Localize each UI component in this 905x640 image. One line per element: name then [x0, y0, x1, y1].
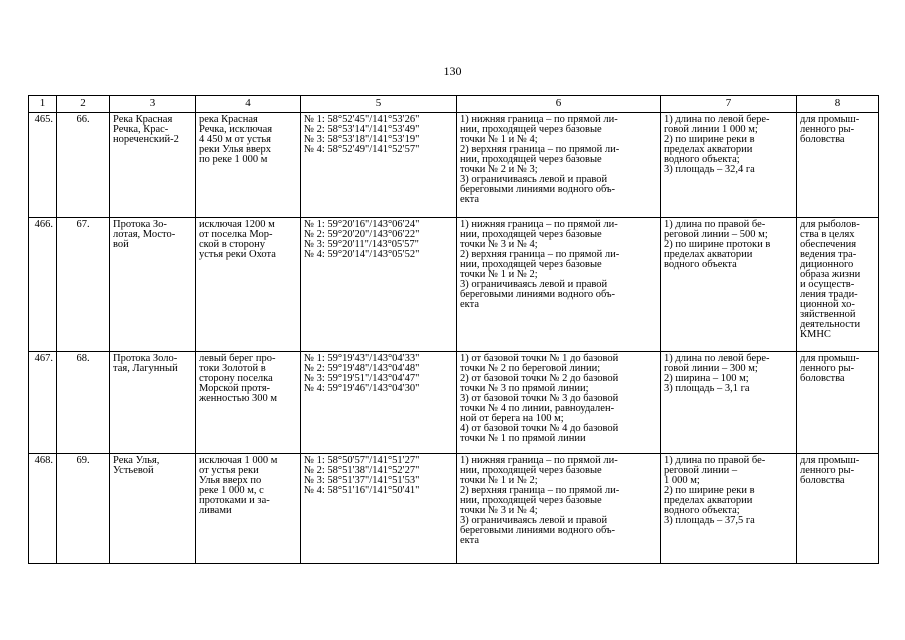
cell-line: 2) верхняя граница – по прямой ли- — [460, 144, 620, 155]
name-cell — [110, 454, 196, 564]
cell-line: пределах акватории — [664, 495, 753, 506]
cell-line: боловства — [800, 475, 845, 486]
cell-line: нии, проходящей через базовые — [460, 229, 602, 240]
cell-line: КМНС — [800, 329, 831, 340]
row-number: 465. — [29, 113, 57, 218]
cell-line: реговой линии – — [664, 465, 738, 476]
column-header: 5 — [301, 96, 457, 113]
cell-line: Улья вверх по — [199, 475, 262, 486]
name-cell — [110, 218, 196, 352]
row-number: 467. — [29, 352, 57, 454]
cell-line: водного объекта; — [664, 154, 740, 165]
cell-line: 2) по ширине реки в — [664, 134, 755, 145]
cell-line: деятельности — [800, 319, 861, 330]
cell-line: 1) от базовой точки № 1 до базовой — [460, 353, 619, 364]
cell-line: 2) верхняя граница – по прямой ли- — [460, 485, 620, 496]
cell-line: ской в сторону — [199, 239, 266, 250]
header-row — [29, 96, 879, 113]
cell-line: устья реки Охота — [199, 249, 276, 260]
table-row — [29, 352, 879, 454]
cell-line: точки № 1 и № 2; — [460, 475, 538, 486]
cell-line: ленного ры- — [800, 124, 855, 135]
cell-line: Речка, исключая — [199, 124, 273, 135]
cell-line: говой линии 1 000 м; — [664, 124, 758, 135]
row-subnumber: 68. — [57, 352, 110, 454]
cell-line: 3) от базовой точки № 3 до базовой — [460, 393, 619, 404]
cell-line: 1) длина по левой бере- — [664, 353, 770, 364]
cell-line: 3) площадь – 37,5 га — [664, 515, 755, 526]
row-number: 468. — [29, 454, 57, 564]
cell-line: 1) длина по правой бе- — [664, 219, 766, 230]
row-subnumber: 69. — [57, 454, 110, 564]
cell-line: нии, проходящей через базовые — [460, 259, 602, 270]
cell-line: вой — [113, 239, 129, 250]
row-subnumber: 67. — [57, 218, 110, 352]
cell-line: Протока Зо- — [113, 219, 167, 230]
cell-line: береговыми линиями водного объ- — [460, 289, 616, 300]
cell-line: водного объекта; — [664, 505, 740, 516]
cell-line: № 4: 59°20'14"/143°05'52" — [304, 249, 420, 260]
cell-line: пределах акватории — [664, 249, 753, 260]
cell-line: точки № 1 и № 4; — [460, 134, 538, 145]
borders-cell — [457, 218, 661, 352]
cell-line: пределах акватории — [664, 144, 753, 155]
cell-line: от поселка Мор- — [199, 229, 273, 240]
cell-line: боловства — [800, 373, 845, 384]
cell-line: № 1: 58°52'45"/141°53'26" — [304, 114, 420, 125]
cell-line: обеспечения — [800, 239, 857, 250]
cell-line: № 4: 59°19'46"/143°04'30" — [304, 383, 420, 394]
purpose-cell — [797, 352, 879, 454]
row-subnumber: 66. — [57, 113, 110, 218]
cell-line: токи Золотой в — [199, 363, 266, 374]
cell-line: екта — [460, 194, 480, 205]
cell-line: точки № 1 и № 2; — [460, 269, 538, 280]
coordinates-cell — [301, 454, 457, 564]
cell-line: Морской протя- — [199, 383, 271, 394]
cell-line: 1) нижняя граница – по прямой ли- — [460, 455, 618, 466]
cell-line: № 3: 59°19'51"/143°04'47" — [304, 373, 420, 384]
cell-line: № 2: 59°19'48"/143°04'48" — [304, 363, 420, 374]
cell-line: ленного ры- — [800, 363, 855, 374]
size-cell — [661, 454, 797, 564]
cell-line: протоками и за- — [199, 495, 270, 506]
water-bodies-table — [28, 95, 879, 564]
cell-line: Устьевой — [113, 465, 154, 476]
cell-line: № 1: 59°19'43"/143°04'33" — [304, 353, 420, 364]
column-header: 8 — [797, 96, 879, 113]
coordinates-cell — [301, 352, 457, 454]
cell-line: реки Улья вверх — [199, 144, 272, 155]
cell-line: сторону поселка — [199, 373, 273, 384]
cell-line: исключая 1200 м — [199, 219, 275, 230]
cell-line: № 2: 58°53'14"/141°53'49" — [304, 124, 420, 135]
cell-line: от устья реки — [199, 465, 259, 476]
cell-line: 2) от базовой точки № 2 до базовой — [460, 373, 619, 384]
table-row — [29, 113, 879, 218]
cell-line: ной от берега на 100 м; — [460, 413, 564, 424]
cell-line: точки № 3 и № 4; — [460, 239, 538, 250]
cell-line: диционного — [800, 259, 854, 270]
cell-line: точки № 3 по прямой линии; — [460, 383, 589, 394]
column-header: 1 — [29, 96, 57, 113]
page-number: 130 — [443, 64, 462, 78]
cell-line: 2) по ширине протоки в — [664, 239, 771, 250]
cell-line: № 2: 58°51'38"/141°52'27" — [304, 465, 420, 476]
size-cell — [661, 113, 797, 218]
cell-line: 1) длина по левой бере- — [664, 114, 770, 125]
cell-line: водного объекта — [664, 259, 737, 270]
cell-line: № 3: 58°53'18"/141°53'19" — [304, 134, 420, 145]
cell-line: нии, проходящей через базовые — [460, 465, 602, 476]
cell-line: по реке 1 000 м — [199, 154, 268, 165]
cell-line: и осуществ- — [800, 279, 855, 290]
column-header: 6 — [457, 96, 661, 113]
cell-line: точки № 4 по линии, равноудален- — [460, 403, 615, 414]
cell-line: Река Улья, — [113, 455, 160, 466]
cell-line: лотая, Мосто- — [113, 229, 176, 240]
cell-line: 1) нижняя граница – по прямой ли- — [460, 114, 618, 125]
borders-cell — [457, 113, 661, 218]
cell-line: Протока Золо- — [113, 353, 178, 364]
cell-line: исключая 1 000 м — [199, 455, 278, 466]
cell-line: ливами — [199, 505, 232, 516]
cell-line: 3) площадь – 32,4 га — [664, 164, 755, 175]
cell-line: № 1: 59°20'16"/143°06'24" — [304, 219, 420, 230]
purpose-cell — [797, 454, 879, 564]
cell-line: Речка, Крас- — [113, 124, 169, 135]
cell-line: зяйственной — [800, 309, 856, 320]
cell-line: 2) верхняя граница – по прямой ли- — [460, 249, 620, 260]
cell-line: точки № 2 по береговой линии; — [460, 363, 601, 374]
cell-line: береговыми линиями водного объ- — [460, 184, 616, 195]
cell-line: екта — [460, 535, 480, 546]
cell-line: для промыш- — [800, 114, 860, 125]
purpose-cell — [797, 113, 879, 218]
cell-line: 3) ограничиваясь левой и правой — [460, 174, 608, 185]
cell-line: екта — [460, 299, 480, 310]
borders-cell — [457, 454, 661, 564]
cell-line: 1 000 м; — [664, 475, 700, 486]
cell-line: № 3: 58°51'37"/141°51'53" — [304, 475, 420, 486]
cell-line: № 2: 59°20'20"/143°06'22" — [304, 229, 420, 240]
cell-line: Река Красная — [113, 114, 173, 125]
cell-line: женностью 300 м — [199, 393, 278, 404]
purpose-cell — [797, 218, 879, 352]
cell-line: № 4: 58°51'16"/141°50'41" — [304, 485, 420, 496]
cell-line: 2) по ширине реки в — [664, 485, 755, 496]
cell-line: ства в целях — [800, 229, 855, 240]
cell-line: 4 450 м от устья — [199, 134, 271, 145]
cell-line: нии, проходящей через базовые — [460, 154, 602, 165]
column-header: 4 — [196, 96, 301, 113]
location-cell — [196, 113, 301, 218]
row-number: 466. — [29, 218, 57, 352]
table-row — [29, 454, 879, 564]
column-header: 7 — [661, 96, 797, 113]
name-cell — [110, 352, 196, 454]
cell-line: река Красная — [199, 114, 258, 125]
cell-line: реке 1 000 м, с — [199, 485, 264, 496]
cell-line: ционной хо- — [800, 299, 855, 310]
cell-line: № 4: 58°52'49"/141°52'57" — [304, 144, 420, 155]
cell-line: точки № 2 и № 3; — [460, 164, 538, 175]
cell-line: береговыми линиями водного объ- — [460, 525, 616, 536]
cell-line: ведения тра- — [800, 249, 857, 260]
cell-line: образа жизни — [800, 269, 861, 280]
cell-line: нии, проходящей через базовые — [460, 124, 602, 135]
cell-line: № 3: 59°20'11"/143°05'57" — [304, 239, 419, 250]
cell-line: 4) от базовой точки № 4 до базовой — [460, 423, 619, 434]
cell-line: № 1: 58°50'57"/141°51'27" — [304, 455, 420, 466]
column-header: 3 — [110, 96, 196, 113]
location-cell — [196, 352, 301, 454]
name-cell — [110, 113, 196, 218]
cell-line: 3) площадь – 3,1 га — [664, 383, 750, 394]
cell-line: ленного ры- — [800, 465, 855, 476]
size-cell — [661, 218, 797, 352]
table-row — [29, 218, 879, 352]
column-header: 2 — [57, 96, 110, 113]
cell-line: нореченский-2 — [113, 134, 179, 145]
cell-line: боловства — [800, 134, 845, 145]
size-cell — [661, 352, 797, 454]
cell-line: 3) ограничиваясь левой и правой — [460, 515, 608, 526]
cell-line: нии, проходящей через базовые — [460, 495, 602, 506]
cell-line: точки № 3 и № 4; — [460, 505, 538, 516]
cell-line: тая, Лагунный — [113, 363, 178, 374]
cell-line: ления тради- — [800, 289, 858, 300]
cell-line: 2) ширина – 100 м; — [664, 373, 749, 384]
cell-line: 3) ограничиваясь левой и правой — [460, 279, 608, 290]
coordinates-cell — [301, 113, 457, 218]
cell-line: для промыш- — [800, 353, 860, 364]
cell-line: реговой линии – 500 м; — [664, 229, 768, 240]
coordinates-cell — [301, 218, 457, 352]
cell-line: для промыш- — [800, 455, 860, 466]
cell-line: для рыболов- — [800, 219, 860, 230]
cell-line: точки № 1 по прямой линии — [460, 433, 586, 444]
borders-cell — [457, 352, 661, 454]
location-cell — [196, 218, 301, 352]
location-cell — [196, 454, 301, 564]
cell-line: говой линии – 300 м; — [664, 363, 758, 374]
cell-line: левый берег про- — [199, 353, 276, 364]
cell-line: 1) длина по правой бе- — [664, 455, 766, 466]
cell-line: 1) нижняя граница – по прямой ли- — [460, 219, 618, 230]
